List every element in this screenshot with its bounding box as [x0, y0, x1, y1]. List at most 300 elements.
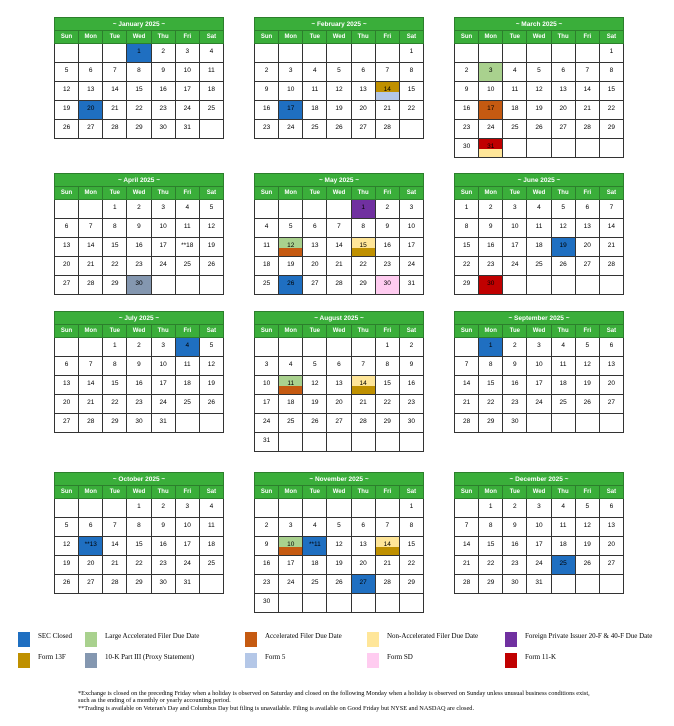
day-cell: [375, 276, 399, 295]
day-cell: [127, 395, 151, 414]
day-number: 2: [513, 503, 517, 510]
empty-day-cell: [279, 200, 303, 219]
day-number: 29: [407, 579, 416, 586]
month-table: [54, 485, 224, 594]
day-number: 26: [559, 261, 567, 268]
day-number: 1: [113, 342, 117, 349]
day-number: 1: [113, 204, 117, 211]
day-cell: [151, 537, 175, 556]
day-number: 20: [62, 399, 71, 406]
day-cell: [479, 414, 503, 433]
day-number: 8: [609, 67, 614, 74]
day-cell: [527, 499, 551, 518]
week-row: [455, 276, 624, 295]
day-cell: [103, 101, 127, 120]
weekday-header: Sun: [455, 325, 479, 338]
day-number: 21: [462, 399, 471, 406]
day-cell: [103, 120, 127, 139]
week-row: [255, 376, 424, 395]
weekday-header: Tue: [303, 31, 327, 44]
day-number: 9: [264, 541, 269, 548]
day-cell: [327, 556, 351, 575]
week-row: [255, 594, 424, 613]
day-cell: [479, 101, 503, 120]
weekday-header-row: [55, 486, 224, 499]
week-row: [55, 44, 224, 63]
day-cell: [303, 537, 327, 556]
weekday-header: Tue: [303, 187, 327, 200]
day-cell: [599, 518, 623, 537]
empty-day-cell: [199, 575, 223, 594]
weekday-header: Tue: [303, 486, 327, 499]
weekday-header: Fri: [175, 325, 199, 338]
day-cell: [399, 357, 423, 376]
empty-day-cell: [327, 594, 351, 613]
day-cell: [503, 357, 527, 376]
empty-day-cell: [55, 200, 79, 219]
day-number: 30: [487, 280, 495, 287]
day-cell: [303, 376, 327, 395]
day-cell: [375, 82, 399, 101]
day-number: 12: [62, 86, 71, 93]
day-number: 24: [535, 560, 543, 567]
month-title: ~ October 2025 ~: [54, 472, 224, 485]
day-cell: [327, 395, 351, 414]
weekday-header: Sat: [599, 31, 623, 44]
day-number: 31: [407, 280, 416, 287]
month-title: ~ July 2025 ~: [54, 311, 224, 324]
day-cell: [575, 82, 599, 101]
day-cell: [55, 518, 79, 537]
empty-day-cell: [551, 44, 575, 63]
day-cell: [455, 63, 479, 82]
day-number: 1: [464, 204, 469, 211]
legend-label: Form SD: [387, 653, 413, 661]
day-number: 30: [511, 418, 519, 425]
day-cell: [255, 63, 279, 82]
empty-day-cell: [575, 575, 599, 594]
day-number: 15: [111, 242, 119, 249]
empty-day-cell: [599, 139, 623, 158]
week-row: [55, 376, 224, 395]
day-number: 9: [409, 361, 414, 368]
week-row: [255, 414, 424, 433]
day-cell: [103, 219, 127, 238]
day-number: 10: [535, 522, 543, 529]
legend-swatch: [245, 653, 257, 668]
day-cell: [351, 575, 375, 594]
month-table: [254, 485, 424, 613]
day-cell: [127, 82, 151, 101]
day-number: 24: [159, 399, 167, 406]
day-number: 23: [511, 560, 519, 567]
weekday-header: Mon: [479, 31, 503, 44]
day-number: 2: [409, 342, 414, 349]
day-cell: [351, 219, 375, 238]
day-cell: [527, 518, 551, 537]
weekday-header: Sun: [255, 486, 279, 499]
day-cell: [599, 63, 623, 82]
month-title: ~ December 2025 ~: [454, 472, 624, 485]
day-number: 27: [335, 418, 343, 425]
day-number: 3: [161, 342, 165, 349]
day-number: 28: [111, 579, 119, 586]
day-number: 3: [513, 204, 517, 211]
day-cell: [303, 219, 327, 238]
day-number: 26: [335, 124, 343, 131]
day-number: 20: [311, 261, 319, 268]
day-cell: [479, 139, 503, 158]
day-cell: [151, 219, 175, 238]
day-cell: [575, 200, 599, 219]
day-number: 22: [407, 105, 416, 112]
month-table: [454, 30, 624, 158]
week-row: [55, 537, 224, 556]
day-cell: [327, 414, 351, 433]
day-cell: [55, 63, 79, 82]
day-cell: [455, 518, 479, 537]
day-number: 30: [135, 418, 143, 425]
day-cell: [255, 238, 279, 257]
day-cell: [127, 276, 151, 295]
day-cell: [551, 63, 575, 82]
day-cell: [399, 376, 423, 395]
empty-day-cell: [455, 499, 479, 518]
day-cell: [175, 82, 199, 101]
day-number: 21: [583, 105, 591, 112]
footnote-exchange-closed: *Exchange is closed on the preceding Friday when a holiday is observed on Saturday and closed on the following Monday when a holiday is observed on Sunday unless unusual business conditions exist, such as the ending of a monthly or yearly accounting period.: [78, 690, 590, 705]
day-number: 6: [337, 361, 341, 368]
month-title: ~ June 2025 ~: [454, 173, 624, 186]
day-number: 25: [559, 560, 567, 567]
day-cell: [503, 120, 527, 139]
day-number: 11: [287, 380, 295, 387]
day-number: 18: [207, 86, 216, 93]
day-number: 27: [607, 560, 616, 567]
week-row: [55, 556, 224, 575]
day-number: 20: [359, 560, 367, 567]
day-number: 28: [583, 124, 591, 131]
day-cell: [599, 395, 623, 414]
day-cell: [79, 395, 103, 414]
day-number: 23: [487, 261, 495, 268]
day-cell: [479, 82, 503, 101]
day-number: 24: [159, 261, 167, 268]
day-number: 26: [62, 124, 71, 131]
day-number: 10: [287, 86, 295, 93]
weekday-header: Wed: [327, 187, 351, 200]
legend-item-accelerated: [245, 632, 370, 647]
day-cell: [127, 101, 151, 120]
day-number: 24: [183, 560, 191, 567]
week-row: [455, 575, 624, 594]
day-number: 30: [159, 579, 167, 586]
weekday-header-row: [255, 325, 424, 338]
day-number: 31: [159, 418, 167, 425]
empty-day-cell: [599, 414, 623, 433]
day-number: 24: [262, 418, 271, 425]
day-number: 28: [462, 579, 471, 586]
weekday-header: Tue: [103, 325, 127, 338]
day-cell: [503, 63, 527, 82]
day-cell: [151, 575, 175, 594]
day-cell: [103, 357, 127, 376]
empty-day-cell: [351, 433, 375, 452]
day-cell: [127, 238, 151, 257]
day-cell: [375, 556, 399, 575]
day-number: 1: [488, 342, 493, 349]
day-cell: [327, 276, 351, 295]
day-cell: [127, 338, 151, 357]
day-cell: [55, 395, 79, 414]
day-cell: [255, 433, 279, 452]
day-number: 11: [559, 522, 567, 529]
day-number: 1: [361, 204, 365, 211]
empty-day-cell: [55, 338, 79, 357]
day-number: 17: [535, 380, 543, 387]
empty-day-cell: [55, 499, 79, 518]
day-cell: [479, 338, 503, 357]
day-number: 26: [583, 560, 591, 567]
day-cell: [551, 556, 575, 575]
day-cell: [127, 357, 151, 376]
day-number: 22: [487, 399, 495, 406]
day-number: 14: [462, 541, 471, 548]
day-cell: [455, 120, 479, 139]
week-row: [455, 238, 624, 257]
day-cell: [399, 556, 423, 575]
day-cell: [599, 537, 623, 556]
month-table: [54, 186, 224, 295]
day-number: 24: [287, 579, 295, 586]
day-cell: [151, 257, 175, 276]
day-cell: [303, 120, 327, 139]
day-cell: [103, 257, 127, 276]
day-number: 10: [159, 223, 167, 230]
day-number: 7: [361, 361, 365, 368]
day-cell: [599, 44, 623, 63]
weekday-header: Sat: [399, 187, 423, 200]
day-cell: [599, 556, 623, 575]
day-cell: [455, 82, 479, 101]
day-cell: [151, 200, 175, 219]
day-cell: [151, 44, 175, 63]
week-row: [55, 518, 224, 537]
day-number: 2: [137, 342, 141, 349]
empty-day-cell: [575, 276, 599, 295]
legend-swatch: [367, 632, 379, 647]
weekday-header: Wed: [527, 31, 551, 44]
day-cell: [599, 200, 623, 219]
day-cell: [479, 376, 503, 395]
weekday-header: Wed: [527, 325, 551, 338]
empty-day-cell: [255, 338, 279, 357]
weekday-header-row: [55, 325, 224, 338]
day-cell: [279, 63, 303, 82]
day-cell: [455, 395, 479, 414]
day-number: 15: [462, 242, 471, 249]
week-row: [455, 518, 624, 537]
day-cell: [527, 376, 551, 395]
day-cell: [399, 518, 423, 537]
day-cell: [199, 257, 223, 276]
day-cell: [479, 238, 503, 257]
empty-day-cell: [575, 139, 599, 158]
weekday-header: Fri: [375, 486, 399, 499]
day-cell: [479, 257, 503, 276]
empty-day-cell: [399, 120, 423, 139]
day-number: 25: [183, 399, 191, 406]
month-title: ~ August 2025 ~: [254, 311, 424, 324]
day-number: 22: [462, 261, 471, 268]
day-cell: [103, 82, 127, 101]
day-number: 12: [207, 361, 216, 368]
day-cell: [303, 101, 327, 120]
day-number: 13: [87, 86, 95, 93]
day-cell: [175, 219, 199, 238]
day-number: 5: [561, 204, 565, 211]
month-title: ~ May 2025 ~: [254, 173, 424, 186]
day-cell: [351, 556, 375, 575]
day-cell: [375, 101, 399, 120]
empty-day-cell: [279, 338, 303, 357]
day-number: 13: [607, 522, 616, 529]
day-number: 8: [113, 361, 117, 368]
day-number: 17: [487, 105, 495, 112]
day-number: 24: [183, 105, 191, 112]
day-cell: [55, 376, 79, 395]
day-number: 23: [462, 124, 471, 131]
day-cell: [351, 276, 375, 295]
day-cell: [175, 537, 199, 556]
day-number: 16: [159, 541, 167, 548]
day-cell: [479, 276, 503, 295]
day-cell: [503, 556, 527, 575]
day-cell: [375, 376, 399, 395]
day-cell: [199, 499, 223, 518]
legend-label: SEC Closed: [38, 632, 73, 640]
weekday-header: Mon: [279, 486, 303, 499]
day-number: 28: [383, 124, 391, 131]
day-cell: [575, 63, 599, 82]
day-cell: [375, 219, 399, 238]
day-cell: [175, 395, 199, 414]
day-cell: [55, 101, 79, 120]
day-number: 1: [609, 48, 614, 55]
month-table: [54, 324, 224, 433]
empty-day-cell: [199, 120, 223, 139]
day-cell: [551, 219, 575, 238]
day-number: 16: [487, 242, 495, 249]
day-number: 18: [262, 261, 271, 268]
day-number: 17: [262, 399, 271, 406]
day-cell: [199, 82, 223, 101]
empty-day-cell: [575, 414, 599, 433]
day-cell: [303, 395, 327, 414]
day-cell: [455, 238, 479, 257]
day-cell: [455, 357, 479, 376]
day-cell: [375, 395, 399, 414]
legend-label: Foreign Private Issuer 20-F & 40-F Due Date: [525, 632, 653, 640]
day-cell: [175, 575, 199, 594]
day-number: 3: [488, 67, 493, 74]
day-number: 20: [607, 541, 616, 548]
day-number: 27: [559, 124, 567, 131]
weekday-header: Wed: [327, 325, 351, 338]
week-row: [255, 338, 424, 357]
week-row: [55, 82, 224, 101]
day-number: 6: [88, 67, 93, 74]
empty-day-cell: [327, 200, 351, 219]
day-cell: [79, 82, 103, 101]
day-number: 12: [335, 86, 343, 93]
empty-day-cell: [527, 44, 551, 63]
day-cell: [327, 219, 351, 238]
day-cell: [479, 499, 503, 518]
week-row: [255, 499, 424, 518]
legend-item-fpi: [505, 632, 665, 647]
day-number: 10: [407, 223, 416, 230]
day-number: 16: [135, 380, 143, 387]
empty-day-cell: [479, 44, 503, 63]
weekday-header: Tue: [503, 187, 527, 200]
day-number: 29: [462, 280, 471, 287]
day-number: 15: [487, 380, 495, 387]
day-cell: [599, 257, 623, 276]
week-row: [55, 499, 224, 518]
day-cell: [255, 82, 279, 101]
day-cell: [55, 556, 79, 575]
week-row: [255, 433, 424, 452]
day-cell: [479, 518, 503, 537]
day-number: 19: [583, 541, 591, 548]
day-number: 21: [87, 399, 95, 406]
day-number: 4: [264, 223, 269, 230]
day-cell: [575, 257, 599, 276]
day-cell: [399, 395, 423, 414]
day-cell: [479, 556, 503, 575]
day-number: 9: [161, 522, 165, 529]
day-number: 24: [511, 261, 519, 268]
day-number: 16: [511, 380, 519, 387]
day-number: 5: [288, 223, 293, 230]
day-cell: [279, 357, 303, 376]
day-cell: [175, 556, 199, 575]
weekday-header: Wed: [527, 486, 551, 499]
day-cell: [151, 499, 175, 518]
day-cell: [455, 139, 479, 158]
day-number: 23: [407, 399, 416, 406]
day-cell: [303, 63, 327, 82]
day-cell: [327, 238, 351, 257]
day-number: 7: [113, 67, 117, 74]
day-cell: [199, 376, 223, 395]
weekday-header: Fri: [175, 187, 199, 200]
day-number: 23: [383, 261, 391, 268]
day-number: 23: [262, 579, 271, 586]
weekday-header: Sat: [199, 187, 223, 200]
day-number: 28: [462, 418, 471, 425]
day-number: 30: [511, 579, 519, 586]
day-number: 22: [607, 105, 616, 112]
day-number: 9: [137, 361, 141, 368]
day-number: 4: [185, 342, 190, 349]
day-number: 20: [335, 399, 343, 406]
day-cell: [255, 575, 279, 594]
day-number: 14: [111, 86, 119, 93]
day-cell: [175, 200, 199, 219]
footnote-trading-available: **Trading is available on Veteran's Day and Columbus Day but filing is unavailable. Filing is available on Good Friday but NYSE and NASDAQ are closed.: [78, 704, 475, 712]
